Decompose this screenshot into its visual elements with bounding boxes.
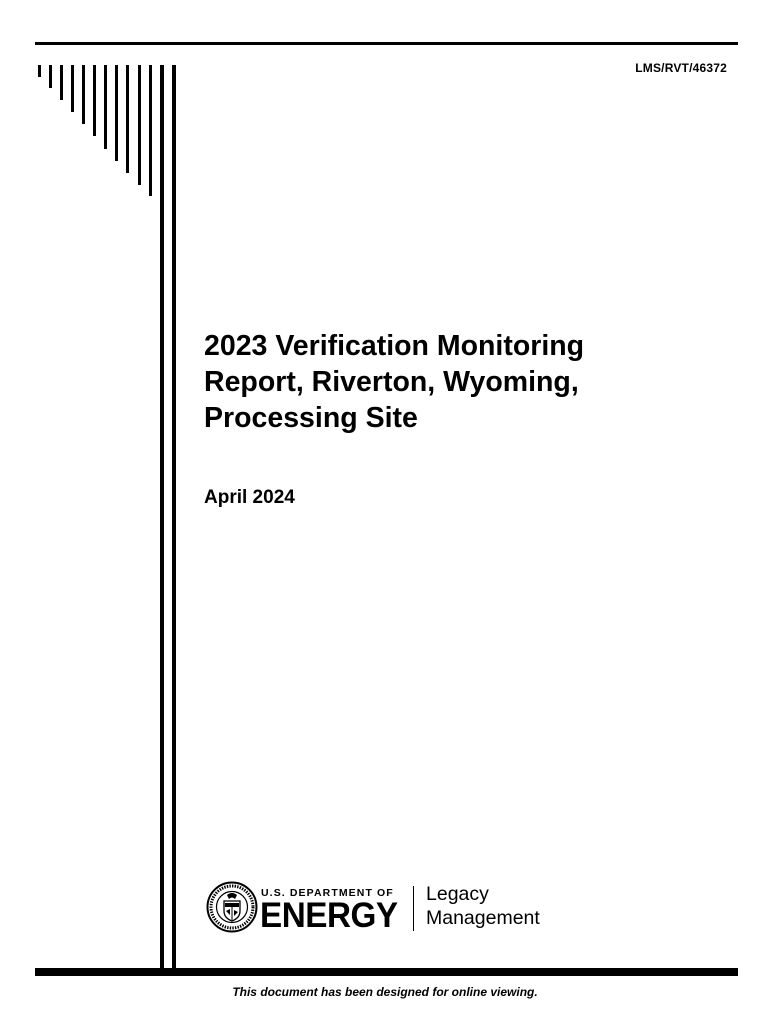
decorative-bar bbox=[115, 65, 118, 161]
document-number: LMS/RVT/46372 bbox=[635, 61, 727, 75]
decorative-bar bbox=[126, 65, 129, 173]
decorative-bar bbox=[82, 65, 85, 124]
decorative-bar bbox=[71, 65, 74, 112]
decorative-bar-long bbox=[172, 65, 176, 970]
doe-lm-logo bbox=[204, 880, 564, 940]
decorative-bars bbox=[0, 0, 190, 975]
decorative-bar bbox=[49, 65, 52, 88]
decorative-bar bbox=[138, 65, 141, 185]
agency-wordmark: ENERGY bbox=[260, 896, 398, 935]
footer-note: This document has been designed for online viewing. bbox=[232, 985, 538, 999]
decorative-bar bbox=[38, 65, 41, 77]
decorative-bar-long bbox=[160, 65, 164, 970]
decorative-bar bbox=[104, 65, 107, 149]
decorative-bar bbox=[93, 65, 96, 136]
report-title-line: Processing Site bbox=[204, 402, 418, 434]
department-line: U.S. DEPARTMENT OF bbox=[261, 887, 394, 899]
decorative-bar bbox=[149, 65, 152, 196]
report-title-line: Report, Riverton, Wyoming, bbox=[204, 366, 579, 398]
logo-divider bbox=[413, 886, 414, 931]
bottom-rule bbox=[35, 968, 738, 976]
program-line-2: Management bbox=[426, 907, 540, 929]
decorative-bar bbox=[60, 65, 63, 100]
report-title-line: 2023 Verification Monitoring bbox=[204, 330, 585, 362]
doe-seal-icon bbox=[206, 881, 258, 933]
program-line-1: Legacy bbox=[426, 883, 489, 905]
report-title bbox=[204, 328, 684, 436]
report-date: April 2024 bbox=[204, 487, 295, 508]
